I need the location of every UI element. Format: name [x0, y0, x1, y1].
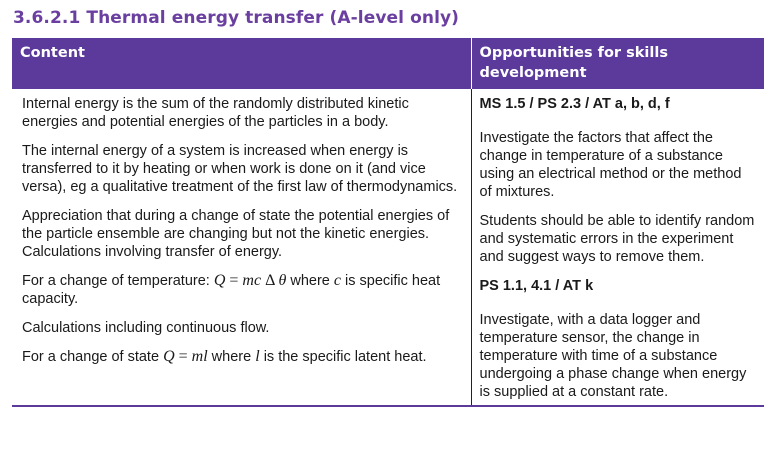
internal-energy-increase: The internal energy of a system is increased when energy is transferred to it by heating or when work is done on it (and vice versa), eg a qualitative treatment of the first law of thermodynamics.: [22, 143, 458, 195]
equals-sign: =: [225, 272, 243, 289]
var-l: l: [255, 348, 260, 365]
var-ml: ml: [191, 348, 208, 365]
table-header-row: [12, 38, 764, 89]
var-q: Q: [163, 348, 175, 365]
table-row: [12, 89, 764, 406]
skills-reference-1: MS 1.5 / PS 2.3 / AT a, b, d, f: [479, 96, 670, 112]
internal-energy-definition: Internal energy is the sum of the randomly distributed kinetic energies and potential energies of the particles in a body.: [22, 96, 409, 130]
skills-item-2: Students should be able to identify random and systematic errors in the experiment and suggest ways to remove them.: [479, 213, 755, 265]
skills-reference-2: PS 1.1, 4.1 / AT k: [479, 278, 594, 294]
where-text: where: [207, 349, 256, 365]
var-q: Q: [213, 272, 226, 289]
change-of-state-note: Appreciation that during a change of state the potential energies of the particle ensemble are changing but not the kinetic energies. Calculations involving transfer of energy.: [22, 208, 450, 260]
state-change-equation: [22, 348, 463, 366]
content-cell: [12, 89, 471, 406]
equals-sign: =: [174, 348, 192, 365]
equation-prefix: For a change of temperature:: [22, 273, 214, 289]
skills-item-3: Investigate, with a data logger and temperature sensor, the change in temperature with time of a substance undergoing a phase change when energy is supplied at a constant rate.: [479, 312, 747, 400]
equation-prefix: For a change of state: [22, 349, 164, 365]
content-table: [12, 38, 764, 407]
content-column-header: Content: [12, 38, 471, 89]
delta-symbol: Δ: [261, 272, 279, 289]
var-theta: θ: [278, 272, 287, 289]
continuous-flow-note: Calculations including continuous flow.: [22, 320, 270, 336]
var-mc: mc: [242, 272, 262, 289]
var-c: c: [333, 272, 342, 289]
equation-suffix: is specific heat capacity.: [22, 273, 441, 307]
equation-suffix: is the specific latent heat.: [259, 349, 427, 365]
skills-cell: [471, 89, 764, 406]
where-text: where: [286, 273, 334, 289]
skills-column-header: Opportunities for skills development: [471, 38, 764, 89]
section-title: 3.6.2.1 Thermal energy transfer (A-level only): [13, 8, 460, 28]
temperature-change-equation: [22, 272, 463, 308]
skills-item-1: Investigate the factors that affect the change in temperature of a substance using an electrical method or the method of mixtures.: [479, 130, 742, 200]
